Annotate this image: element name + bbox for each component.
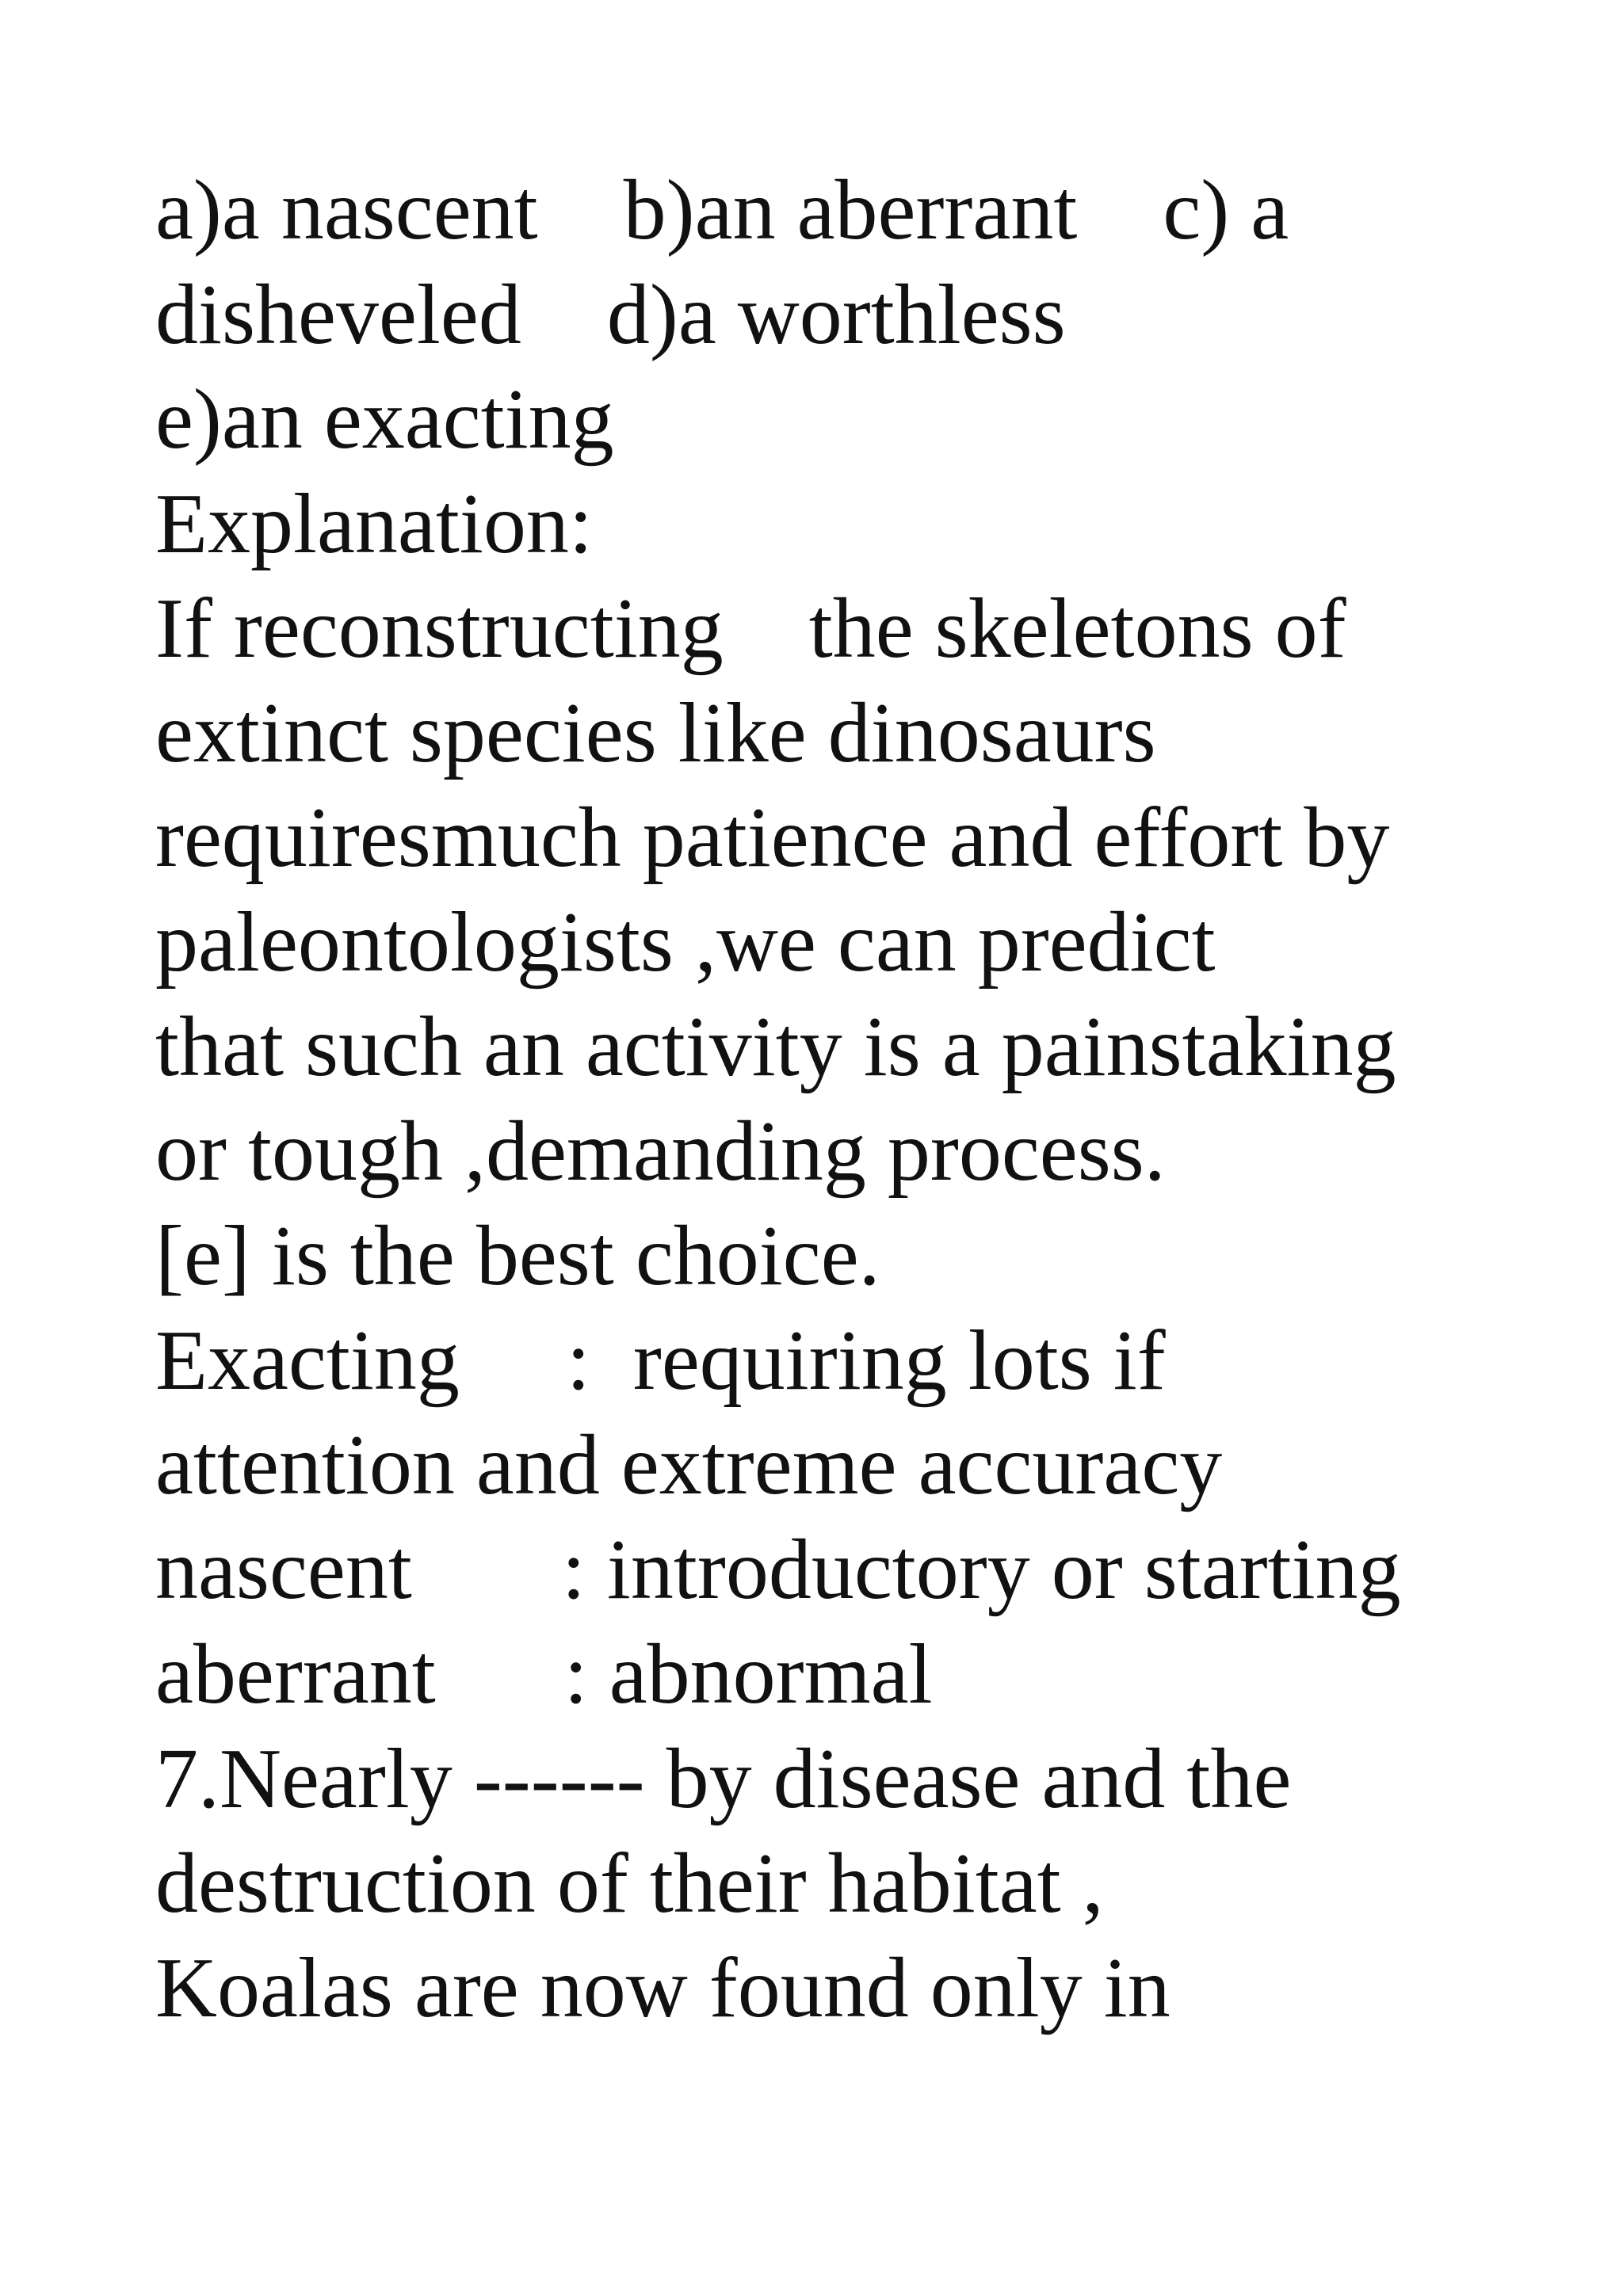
definition-aberrant: aberrant : abnormal (155, 1627, 933, 1722)
document-text (155, 158, 1582, 2041)
definition-exacting-line-1: Exacting : requiring lots if (155, 1314, 1166, 1408)
answer-options-line-2: disheveled d)a worthless (155, 268, 1066, 362)
answer-options-line-1: a)a nascent b)an aberrant c) a (155, 163, 1289, 257)
explanation-heading: Explanation: (155, 477, 593, 571)
explanation-line-6: or tough ,demanding process. (155, 1104, 1166, 1199)
question-7-line-3: Koalas are now found only in (155, 1941, 1170, 2035)
explanation-line-2: extinct species like dinosaurs (155, 686, 1156, 780)
answer-options-line-3: e)an exacting (155, 372, 614, 467)
explanation-line-5: that such an activity is a painstaking (155, 1000, 1396, 1094)
explanation-line-4: paleontologists ,we can predict (155, 895, 1216, 990)
definition-nascent: nascent : introductory or starting (155, 1523, 1401, 1617)
explanation-line-1: If reconstructing the skeletons of (155, 582, 1346, 676)
question-7-line-2: destruction of their habitat , (155, 1836, 1104, 1931)
best-choice-line: [e] is the best choice. (155, 1209, 880, 1303)
definition-exacting-line-2: attention and extreme accuracy (155, 1418, 1223, 1512)
explanation-line-3: requiresmuch patience and effort by (155, 791, 1390, 885)
question-7-line-1: 7.Nearly ------ by disease and the (155, 1732, 1292, 1826)
